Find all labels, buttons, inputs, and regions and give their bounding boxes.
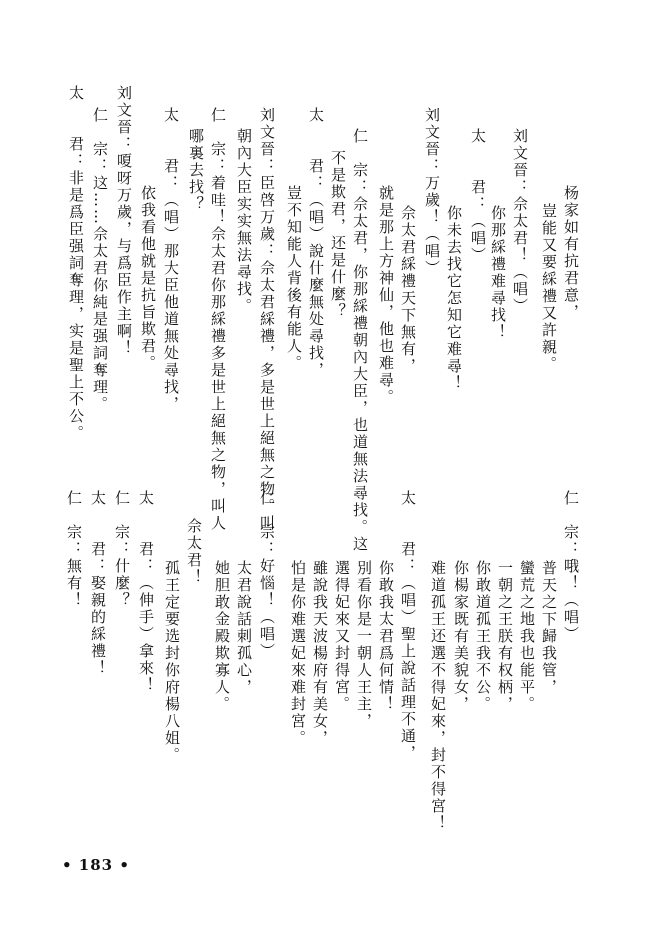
text-column: 普天之下歸我管，: [540, 560, 558, 696]
text-column: 仁 宗：这……佘太君你純是强詞奪理。: [91, 107, 109, 413]
text-column: 佘太君綵禮天下無有，: [399, 205, 417, 375]
text-column: 蠻荒之地我也能平。: [518, 560, 536, 713]
text-column: 太 君：（伸手）拿來！: [137, 490, 155, 694]
text-column: 刘文晉：万歲！（唱）: [423, 107, 441, 277]
text-column: 你未去找它怎知它难尋！: [445, 205, 463, 392]
text-column: 太 君：（唱）說什麼無处尋找，: [307, 107, 325, 379]
text-column: 依我看他就是抗旨欺君。: [139, 185, 157, 372]
text-column: 刘文晉：嗄呀万歲，与爲臣作主啊！: [115, 85, 133, 357]
text-column: 怕是你难選妃來难封宮。: [289, 560, 307, 747]
text-column: 难道孤王还選不得妃來，封不得宮！: [429, 560, 447, 832]
text-column: 你敢我太君爲何情！: [377, 560, 395, 713]
text-column: 太 君：（唱）那大臣他道無处尋找，: [162, 107, 180, 413]
text-column: 你敢道孤王我不公。: [474, 560, 492, 713]
text-column: 太君說話刺孤心，: [235, 560, 253, 696]
text-column: 朝內大臣实实無法尋找。: [235, 128, 253, 315]
text-column: 太 君：娶親的綵禮！: [89, 490, 107, 677]
text-column: 刘文晉：佘太君！（唱）: [511, 128, 529, 315]
text-column: 太 君：（唱）: [469, 128, 487, 264]
text-column: 你楊家既有美貌女，: [452, 560, 470, 713]
text-column: 佘太君！: [185, 518, 203, 586]
text-column: 太 君：非是爲臣强詞奪理，实是聖上不公。: [67, 85, 85, 442]
text-column: 仁 宗：着哇！佘太君你那綵禮多是世上絕無之物，叫人: [209, 107, 227, 532]
text-column: 太 君：（唱）聖上說話理不通，: [399, 490, 417, 762]
text-column: 豈不知能人背後有能人。: [285, 185, 303, 372]
text-column: 仁 宗：好惱！（唱）: [258, 490, 276, 660]
text-column: 別看你是一朝人王主，: [355, 560, 373, 730]
text-column: 孤王定要选封你府楊八姐。: [163, 560, 181, 764]
text-column: 就是那上方神仙，他也难尋。: [377, 185, 395, 406]
text-column: 仁 宗：什麼？: [113, 490, 131, 609]
text-column: 豈能又要綵禮又許親。: [540, 203, 558, 373]
text-column: 仁 宗：哦！（唱）: [562, 490, 580, 643]
text-column: 不是欺君，还是什麼？: [329, 150, 347, 320]
text-column: 哪裏去找？: [187, 128, 205, 213]
text-column: 你那綵禮难尋找！: [489, 205, 507, 341]
text-column: 一朝之王朕有权柄，: [496, 560, 514, 713]
text-column: 杨家如有抗君意，: [562, 185, 580, 321]
text-column: 雖說我天波楊府有美女，: [311, 560, 329, 747]
text-column: 選得妃來又封得宮。: [333, 560, 351, 713]
text-column: 仁 宗：無有！: [65, 490, 83, 609]
text-column: 刘文晉：臣啓万歲：佘太君綵禮，多是世上絕無之物。叫: [258, 107, 276, 532]
text-column: 她胆敢金殿欺寡人。: [213, 560, 231, 713]
text-column: 仁 宗：佘太君，你那綵禮朝內大臣，也道無法尋找。这: [351, 128, 369, 553]
page-number: • 183 •: [62, 856, 130, 874]
